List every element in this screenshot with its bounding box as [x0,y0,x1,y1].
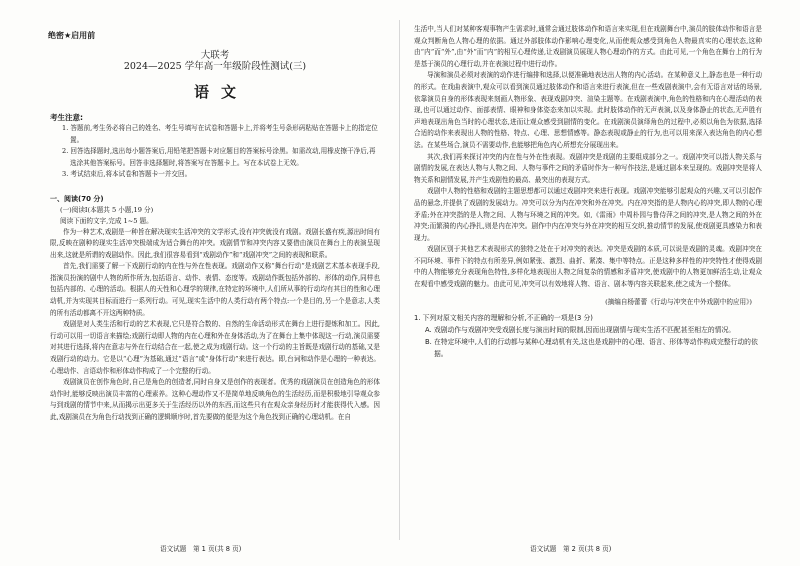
question-stem: 1. 下列对原文相关内容的理解和分析,不正确的一项是(3 分) [414,313,593,322]
passage-paragraph: 戏剧演员在创作角色时,自己是角色的创造者,同时自身又是创作的表现者。优秀的戏剧演员在创造角色的形体动作时,能够反映出演员丰富的心理素养。这种心理动作又不是简单地反映角色的生活经历,而是积极地引导观众参与到戏剧的情节中来,从而揭示出更多关于生活经历以外的东西,而这些只有在观众亲身经历时才能获得代入感。因此,戏剧演员在为角色行动找到正确的逻辑顺序时,首先要做的便是为这个角色找到正确的心理动机。在自 [50,378,380,421]
question-option-b: B. 在特定环境中,人们的行动都与某种心理动机有关,这也是戏剧中的心理、语言、形体等动作构成完整行动的依据。 [425,337,758,358]
left-page-footer: 语文试题 第 1 页(共 8 页) [160,545,242,553]
question-option-a: A. 戏剧动作与戏剧冲突受戏剧长度与演出时间的限制,因而出现剧情与现实生活不匹配甚至相左的情况。 [425,325,736,334]
passage-source: (摘编自杨蕾蕾《行动与冲突在中外戏剧中的应用》) [605,297,752,306]
passage-paragraph: 其次,我们再来探讨冲突的内在性与外在性表现。戏剧冲突是戏剧的主要组成部分之一。戏剧冲突可以指人物关系与剧情的发展,在表达人物与人物之间、人物与事件之间的矛盾时作为一种写作技法,是通过剧本来呈现的。戏剧冲突是将人物关系和剧情发展,并产生戏剧性的最高、最突出的表现方式。 [414,152,762,184]
instruction: 阅读下面的文字,完成 1~5 题。 [60,216,153,225]
passage-paragraph: 戏剧中人物的性格和戏剧的主题思想都可以通过戏剧冲突来进行表现。戏剧冲突能够引起观众的兴趣,又可以引起作品的悬念,并提供了戏剧的发展动力。冲突可以分为内在冲突和外在冲突。内在冲突指的是人物内心的冲突,即人物的心理矛盾;外在冲突指的是人物之间、人物与环境之间的冲突。如,《雷雨》中周朴园与鲁侍萍之间的冲突,是人物之间的外在冲突;而繁漪的内心挣扎,则是内在冲突。剧作中内在冲突与外在冲突的相互交织,推动情节的发展,使戏剧更具感染力和表现力。 [414,187,762,242]
passage-paragraph: 导演和演员必须对表演的动作进行编排和选择,以便准确地表达出人物的内心活动。在某种意义上,静态也是一种行动的形式。在戏曲表演中,观众可以看到演员通过肢体动作和语言来进行表演,但在一些戏剧表演中,会有无语言对话的场景,依靠演员自身的形体表现来刻画人物形象、表现戏剧冲突、渲染主题等。在戏剧表演中,角色的性格和内在心理活动的表现,也可以通过动作、面部表情、眼神和身体姿态来加以实现。此时肢体动作的无声表演,以及身体静止的状态,无声胜有声地表现出角色当时的心理状态,进而让观众感受到剧情的变化。在戏剧演员演绎角色的过程中,必须以角色为依据,选择合适的动作来表现出人物的性格、特点、心理、思想情感等。静态表现或静止的行为,也可以用来深入表达角色的内心想法。在某些场合,演员不需要动作,也能够把角色内心所想充分展现出来。 [414,71,762,149]
notice-item: 1. 答题前,考生务必将自己的姓名、考生号填写在试卷和答题卡上,并将考生号条形码粘贴在答题卡上的指定位置。 [62,124,378,144]
exam-title: 2024—2025 学年高一年级阶段性测试(三) [123,61,307,72]
exam-name: 大联考 [200,50,230,61]
right-page [400,0,800,566]
passage-paragraph: 戏剧是对人类生活和行动的艺术表现,它只是符合数的、自然的生命活动形式在舞台上进行提炼和加工。因此,行动可以用一切语言来描绘;戏剧行动即人物的内在心理和外在身体活动,为了在舞台上集中体现这一行动,演员需要对其进行选择,将内在意志与外在行动结合在一起,使之成为戏剧行动。这一个行动的主旨既是戏剧行动的基础,又是戏剧行动的动力。它是以“心理”为基础,通过“语言”或“身体行动”来进行表达。即,台词和动作是心理的一种表达。心理动作、言语动作和形体动作构成了一个完整的行动。 [50,320,380,375]
passage-paragraph: 生活中,当人们对某种客观事物产生需求时,通常会通过肢体动作和语言来实现,但在戏剧舞台中,演员的肢体动作和语言是观众判断角色人物心理的依据。通过外部肢体动作影响心理变化,从而使观众感受到角色人物最真实的心理状态,这种由“内”而“外”,由“外”而“内”的相互心理传递,让戏剧演员展现人物心理动作的方式。由此可见,一个角色在舞台上的行为是基于演员的心理行动,并在表演过程中进行动作。 [414,25,762,68]
notice-item: 3. 考试结束后,将本试卷和答题卡一并交回。 [62,170,192,178]
passage-paragraph: 首先,我们需要了解一下戏剧行动的内在性与外在性表现。戏剧动作又称“舞台行动”是戏剧艺术基本表现手段,指演员扮演的剧中人物的所作所为,包括语言、动作、表情、态度等。戏剧动作既包括外部的、形体的动作,同样也包括内部的、心理的活动。根据人的天性和心理学的规律,在特定的环境中,人们所从事的行动均有其目的性和心理动机,并为实现其目标而进行一系列行动。可见,现实生活中的人类行动有两个特点:一个是目的,另一个是意志,人类的所有活动都离不开这两种特质。 [50,262,380,317]
part-title: (一)阅读Ⅰ(本题共 5 小题,19 分) [60,205,154,214]
notice-item: 2. 回答选择题时,选出每小题答案后,用铅笔把答题卡对应题目的答案标号涂黑。如需改动,用橡皮擦干净后,再选涂其他答案标号。回答非选择题时,将答案写在答题卡上。写在本试卷上无效。 [62,147,376,167]
notice-title: 考生注意: [50,113,83,122]
passage-paragraph: 作为一种艺术,戏剧是一种旨在解决现实生活冲突的文学形式,没有冲突就没有戏剧。戏剧长盛有疾,源出时间有限,反映在剧种的现实生活冲突极端成为适合舞台的冲突。戏剧情节和冲突内容又要借由演员在舞台上的表演呈现出来,这就是所谓的戏剧动作。因此,我们很容易看到“戏剧动作”和“戏剧冲突”之间的表现和联系。 [50,227,380,259]
right-page-footer: 语文试题 第 2 页(共 8 页) [530,545,612,553]
confidential-label: 绝密★启用前 [48,31,96,40]
section-title: 一、阅读(70 分) [50,194,104,203]
passage-paragraph: 戏剧区别于其他艺术表现形式的独特之处在于对冲突的表达。冲突是戏剧的本质,可以说是戏剧的灵魂。戏剧冲突在不同环境、事件下的特点有所差异,例如紧张、激烈、曲折、紧凑、集中等特点。正是这种多样性的冲突特性才使得戏剧中的人物能够充分表现角色特性,多样化地表现出人物之间复杂的情感和矛盾冲突,使戏剧中的人物更加鲜活生动,让观众在观看中感受戏剧的魅力。由此可见,冲突可以有效地将人物、语言、剧本等内容关联起来,使之成为一个整体。 [414,245,762,289]
subject-title: 语文 [193,83,248,101]
